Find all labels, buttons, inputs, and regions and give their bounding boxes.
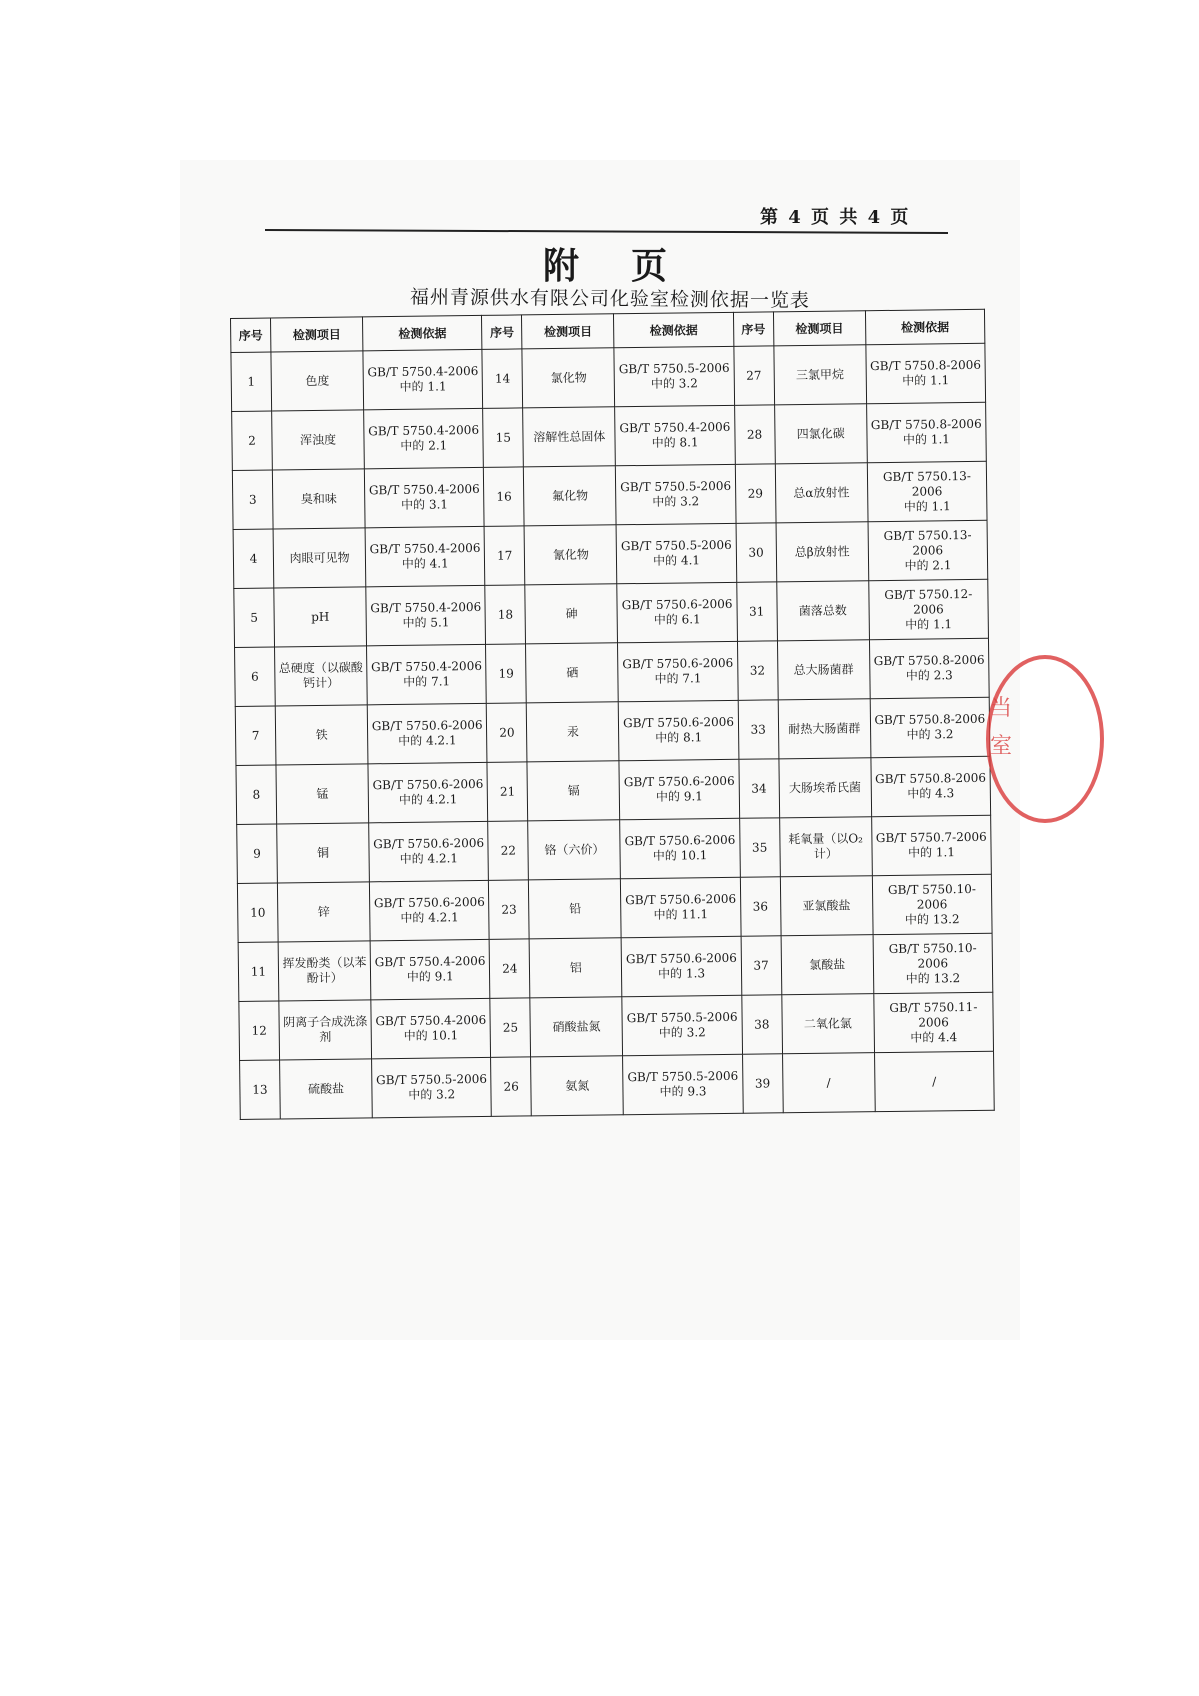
table-row xyxy=(232,402,987,470)
cell-test-basis xyxy=(873,933,993,993)
basis-standard: / xyxy=(932,1073,937,1088)
cell-no: 19 xyxy=(486,644,527,703)
table-row xyxy=(235,638,990,706)
cell-test-item: 氰化物 xyxy=(524,525,617,585)
basis-clause: 中的 2.3 xyxy=(905,668,953,683)
cell-test-item: 汞 xyxy=(527,702,620,762)
cell-no: 36 xyxy=(740,877,781,936)
cell-test-item: 大肠埃希氏菌 xyxy=(779,758,872,818)
basis-clause: 中的 9.1 xyxy=(655,789,703,804)
cell-test-item: 硝酸盐氮 xyxy=(530,997,623,1057)
cell-no: 12 xyxy=(239,1001,280,1060)
basis-standard: GB/T 5750.4-2006 xyxy=(375,1012,487,1029)
cell-no: 22 xyxy=(488,821,529,880)
table-row xyxy=(239,992,994,1060)
cell-no: 17 xyxy=(484,526,525,585)
cell-no: 5 xyxy=(234,588,275,647)
cell-test-basis xyxy=(622,995,742,1055)
basis-clause: 中的 1.1 xyxy=(905,616,953,632)
cell-no: 15 xyxy=(483,408,524,467)
header-item: 检测项目 xyxy=(271,317,364,352)
basis-standard: GB/T 5750.6-2006 xyxy=(373,894,485,911)
cell-no: 3 xyxy=(232,470,273,529)
cell-test-item: 砷 xyxy=(525,584,618,644)
basis-clause: 中的 4.4 xyxy=(910,1029,958,1045)
cell-test-item: 臭和味 xyxy=(272,469,365,529)
table-row xyxy=(232,461,987,529)
table-row xyxy=(233,520,988,588)
cell-no: 26 xyxy=(491,1057,532,1116)
page-number: 第 4 页 共 4 页 xyxy=(760,207,911,228)
cell-no: 37 xyxy=(741,936,782,995)
basis-standard: GB/T 5750.7-2006 xyxy=(875,829,987,846)
basis-clause: 中的 10.1 xyxy=(652,848,708,863)
cell-test-basis xyxy=(365,526,485,586)
basis-standard: GB/T 5750.4-2006 xyxy=(374,953,486,970)
cell-test-item: 三氯甲烷 xyxy=(774,345,867,405)
basis-clause: 中的 13.2 xyxy=(904,911,960,927)
cell-test-item: 菌落总数 xyxy=(776,581,869,641)
cell-test-basis xyxy=(874,1051,994,1111)
basis-standard: GB/T 5750.8-2006 xyxy=(873,652,985,669)
cell-test-item: 氨氮 xyxy=(531,1056,624,1116)
cell-test-basis xyxy=(368,762,488,822)
basis-clause: 中的 3.2 xyxy=(650,376,698,391)
basis-standard: GB/T 5750.6-2006 xyxy=(624,832,736,849)
basis-clause: 中的 3.1 xyxy=(400,497,449,512)
header-no: 序号 xyxy=(231,318,271,352)
cell-test-item: pH xyxy=(274,587,367,647)
basis-standard: GB/T 5750.4-2006 xyxy=(370,599,482,616)
basis-clause: 中的 3.2 xyxy=(652,494,700,509)
cell-no: 13 xyxy=(240,1060,281,1119)
cell-no: 6 xyxy=(235,647,276,706)
basis-standard: GB/T 5750.6-2006 xyxy=(372,776,484,793)
cell-test-item: 溶解性总固体 xyxy=(523,407,616,467)
basis-standard: GB/T 5750.8-2006 xyxy=(870,416,982,433)
cell-test-basis xyxy=(866,402,986,462)
cell-no: 10 xyxy=(237,883,278,942)
basis-clause: 中的 3.2 xyxy=(408,1087,456,1102)
basis-clause: 中的 1.3 xyxy=(658,966,706,981)
cell-test-basis xyxy=(620,818,740,878)
cell-test-basis xyxy=(869,638,989,698)
cell-test-basis xyxy=(617,582,737,642)
header-item: 检测项目 xyxy=(773,311,866,346)
basis-clause: 中的 4.1 xyxy=(653,553,701,568)
basis-standard: GB/T 5750.6-2006 xyxy=(622,655,734,672)
basis-clause: 中的 1.1 xyxy=(903,498,951,514)
basis-clause: 中的 4.1 xyxy=(401,556,449,571)
cell-test-item: 总硬度（以碳酸钙计） xyxy=(275,646,368,706)
basis-standard: GB/T 5750.4-2006 xyxy=(619,419,731,436)
header-basis: 检测依据 xyxy=(614,312,734,347)
cell-test-basis xyxy=(621,877,741,937)
cell-test-item: 铜 xyxy=(277,823,370,883)
header-basis: 检测依据 xyxy=(363,315,483,350)
cell-test-item: 肉眼可见物 xyxy=(273,528,366,588)
basis-standard: GB/T 5750.5-2006 xyxy=(620,478,732,495)
table-wrapper xyxy=(230,309,995,1120)
cell-no: 16 xyxy=(484,467,525,526)
basis-clause: 中的 4.2.1 xyxy=(400,910,459,925)
basis-standard: GB/T 5750.6-2006 xyxy=(373,835,485,852)
table-row xyxy=(231,343,986,411)
basis-clause: 中的 7.1 xyxy=(654,671,702,686)
cell-no: 2 xyxy=(232,411,273,470)
cell-no: 20 xyxy=(487,703,528,762)
cell-no: 25 xyxy=(490,998,531,1057)
cell-no: 8 xyxy=(236,765,277,824)
cell-test-basis xyxy=(366,585,486,645)
header-no: 序号 xyxy=(482,315,522,349)
basis-standard: GB/T 5750.8-2006 xyxy=(870,357,982,374)
cell-test-item: 氯酸盐 xyxy=(781,935,874,995)
basis-standard: GB/T 5750.5-2006 xyxy=(618,360,730,377)
cell-test-item: 铝 xyxy=(529,938,622,998)
cell-test-item: 铅 xyxy=(529,879,622,939)
table-row xyxy=(234,579,989,647)
basis-clause: 中的 11.1 xyxy=(653,907,709,922)
basis-standard: GB/T 5750.5-2006 xyxy=(626,1009,738,1026)
basis-standard: GB/T 5750.4-2006 xyxy=(369,540,481,557)
basis-standard: GB/T 5750.8-2006 xyxy=(874,711,986,728)
cell-no: 33 xyxy=(738,700,779,759)
header-basis: 检测依据 xyxy=(865,309,985,344)
cell-test-item: 铬（六价） xyxy=(528,820,621,880)
header-item: 检测项目 xyxy=(522,314,615,349)
cell-test-basis xyxy=(615,405,735,465)
basis-standard: GB/T 5750.4-2006 xyxy=(370,658,483,675)
table-row xyxy=(235,697,990,765)
cell-no: 1 xyxy=(231,352,272,411)
basis-clause: 中的 9.1 xyxy=(406,969,454,984)
basis-clause: 中的 1.1 xyxy=(902,373,950,388)
page-title: 附页 xyxy=(542,245,719,287)
cell-test-basis xyxy=(619,759,739,819)
cell-test-basis xyxy=(871,756,991,816)
basis-standard: GB/T 5750.6-2006 xyxy=(371,717,483,734)
cell-test-basis xyxy=(370,939,490,999)
cell-test-item: 亚氯酸盐 xyxy=(780,876,873,936)
cell-no: 29 xyxy=(735,464,776,523)
cell-test-basis xyxy=(618,641,738,701)
cell-test-basis xyxy=(616,464,736,524)
table-row xyxy=(238,933,993,1001)
cell-no: 28 xyxy=(734,405,775,464)
cell-test-basis xyxy=(367,644,487,704)
basis-clause: 中的 5.1 xyxy=(402,615,450,630)
table-row xyxy=(237,874,992,942)
cell-test-item: 二氧化氯 xyxy=(781,994,874,1054)
cell-no: 34 xyxy=(739,759,780,818)
cell-test-basis xyxy=(871,815,991,875)
table-title: 福州青源供水有限公司化验室检测依据一览表 xyxy=(409,286,811,312)
basis-standard: GB/T 5750.4-2006 xyxy=(367,363,479,380)
cell-test-basis xyxy=(617,523,737,583)
cell-test-basis xyxy=(371,998,491,1058)
header-no: 序号 xyxy=(733,312,773,346)
cell-test-item: 浑浊度 xyxy=(272,410,365,470)
basis-standard: GB/T 5750.5-2006 xyxy=(627,1068,739,1085)
cell-test-basis xyxy=(619,700,739,760)
cell-test-basis xyxy=(870,697,990,757)
cell-test-item: 总大肠菌群 xyxy=(777,640,870,700)
basis-clause: 中的 8.1 xyxy=(651,435,699,450)
basis-clause: 中的 10.1 xyxy=(403,1028,459,1043)
basis-clause: 中的 4.3 xyxy=(907,786,955,801)
basis-clause: 中的 3.2 xyxy=(658,1025,706,1040)
cell-test-basis xyxy=(872,874,992,934)
cell-test-item: 硒 xyxy=(526,643,619,703)
cell-test-basis xyxy=(623,1054,743,1114)
basis-standard: GB/T 5750.11-2006 xyxy=(889,999,978,1030)
basis-clause: 中的 1.1 xyxy=(902,432,950,447)
cell-no: 18 xyxy=(485,585,526,644)
cell-test-item: 总α放射性 xyxy=(775,463,868,523)
cell-test-item: 挥发酚类（以苯酚计） xyxy=(278,941,371,1001)
basis-standard: GB/T 5750.6-2006 xyxy=(623,773,735,790)
cell-test-item: 铁 xyxy=(275,705,368,765)
cell-test-item: 镉 xyxy=(527,761,620,821)
basis-clause: 中的 1.1 xyxy=(907,845,956,860)
cell-test-basis xyxy=(369,821,489,881)
testing-basis-table xyxy=(230,309,995,1120)
cell-test-basis xyxy=(867,461,987,521)
table-body xyxy=(231,343,994,1119)
cell-no: 32 xyxy=(737,641,778,700)
cell-test-basis xyxy=(869,579,989,639)
cell-test-item: 氯化物 xyxy=(522,348,615,408)
cell-test-basis xyxy=(874,992,994,1052)
cell-test-basis xyxy=(614,346,734,406)
cell-test-item: 锌 xyxy=(277,882,370,942)
cell-no: 11 xyxy=(238,942,279,1001)
cell-no: 24 xyxy=(489,939,530,998)
basis-standard: GB/T 5750.5-2006 xyxy=(620,537,732,554)
basis-standard: GB/T 5750.4-2006 xyxy=(368,481,480,498)
basis-clause: 中的 2.1 xyxy=(400,438,448,453)
basis-clause: 中的 4.2.1 xyxy=(398,792,458,807)
basis-standard: GB/T 5750.13-2006 xyxy=(882,468,971,499)
cell-test-basis xyxy=(622,936,742,996)
table-row xyxy=(236,756,991,824)
cell-no: 31 xyxy=(736,582,777,641)
cell-test-basis xyxy=(370,880,490,940)
cell-test-basis xyxy=(372,1057,492,1117)
basis-standard: GB/T 5750.6-2006 xyxy=(623,714,735,731)
cell-no: 4 xyxy=(233,529,274,588)
cell-test-basis xyxy=(365,467,485,527)
cell-no: 30 xyxy=(736,523,777,582)
basis-clause: 中的 1.1 xyxy=(399,379,447,394)
cell-test-item: 锰 xyxy=(276,764,369,824)
cell-no: 9 xyxy=(237,824,278,883)
basis-clause: 中的 2.1 xyxy=(904,557,952,573)
cell-no: 7 xyxy=(235,706,276,765)
cell-test-item: 四氯化碳 xyxy=(774,404,867,464)
cell-no: 27 xyxy=(734,346,775,405)
basis-standard: GB/T 5750.8-2006 xyxy=(875,770,987,787)
cell-test-item: / xyxy=(782,1053,875,1113)
table-row xyxy=(240,1051,995,1119)
basis-standard: GB/T 5750.6-2006 xyxy=(621,596,733,613)
table-row xyxy=(237,815,992,883)
basis-clause: 中的 6.1 xyxy=(653,612,701,627)
cell-test-item: 耐热大肠菌群 xyxy=(778,699,871,759)
cell-test-item: 硫酸盐 xyxy=(280,1059,373,1119)
cell-test-item: 总β放射性 xyxy=(776,522,869,582)
cell-no: 39 xyxy=(742,1054,783,1113)
basis-standard: GB/T 5750.5-2006 xyxy=(376,1071,488,1088)
cell-test-basis xyxy=(363,349,483,409)
seal-text: 当 室 xyxy=(990,696,1013,759)
basis-clause: 中的 4.2.1 xyxy=(399,851,459,866)
basis-standard: GB/T 5750.12-2006 xyxy=(884,586,973,617)
basis-clause: 中的 9.3 xyxy=(659,1084,707,1099)
basis-clause: 中的 4.2.1 xyxy=(398,733,457,748)
cell-test-item: 色度 xyxy=(271,351,364,411)
cell-test-basis xyxy=(364,408,484,468)
cell-test-item: 阴离子合成洗涤剂 xyxy=(279,1000,372,1060)
basis-clause: 中的 8.1 xyxy=(655,730,703,745)
basis-clause: 中的 13.2 xyxy=(905,970,961,986)
basis-standard: GB/T 5750.4-2006 xyxy=(368,422,480,439)
basis-standard: GB/T 5750.13-2006 xyxy=(883,527,972,558)
basis-clause: 中的 3.2 xyxy=(906,727,954,742)
cell-test-item: 耗氧量（以O₂计） xyxy=(779,817,872,877)
basis-clause: 中的 7.1 xyxy=(403,674,451,689)
cell-no: 35 xyxy=(739,818,780,877)
basis-standard: GB/T 5750.6-2006 xyxy=(625,891,737,908)
cell-test-item: 氟化物 xyxy=(524,466,617,526)
cell-test-basis xyxy=(868,520,988,580)
cell-test-basis xyxy=(367,703,487,763)
cell-no: 21 xyxy=(487,762,528,821)
cell-no: 23 xyxy=(489,880,530,939)
basis-standard: GB/T 5750.10-2006 xyxy=(887,881,976,912)
basis-standard: GB/T 5750.6-2006 xyxy=(625,950,737,967)
cell-no: 14 xyxy=(482,349,523,408)
cell-test-basis xyxy=(866,343,986,403)
basis-standard: GB/T 5750.10-2006 xyxy=(888,940,977,971)
cell-no: 38 xyxy=(741,995,782,1054)
